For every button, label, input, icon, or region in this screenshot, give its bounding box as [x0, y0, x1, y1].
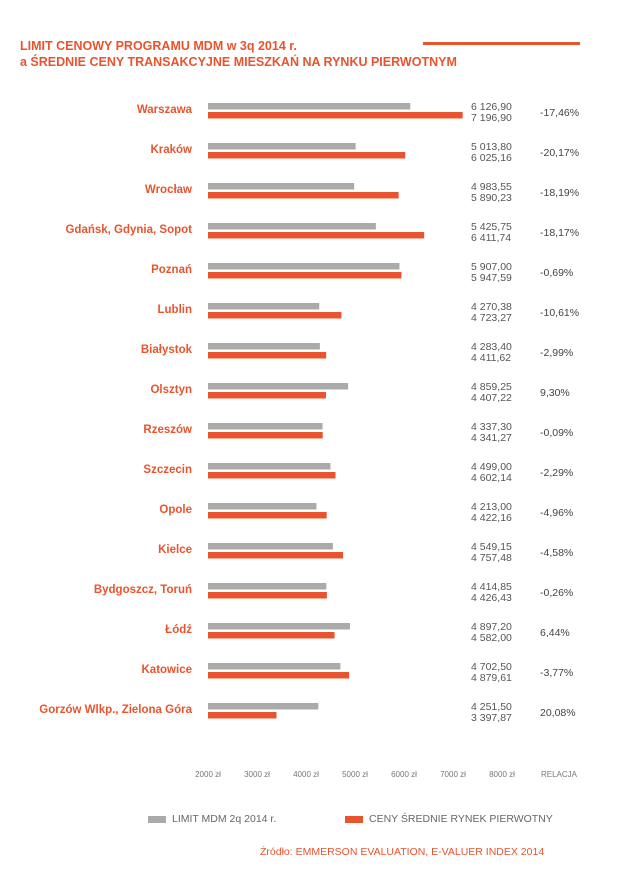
category-label: Lublin — [157, 304, 192, 316]
value-label-limit: 4 859,25 — [471, 381, 512, 393]
bar-limit — [208, 543, 333, 550]
value-label-price: 5 890,23 — [471, 192, 512, 204]
bar-price — [208, 272, 401, 279]
category-label: Kielce — [158, 544, 192, 556]
relacja-value: -3,77% — [540, 667, 574, 679]
relacja-value: -17,46% — [540, 107, 580, 119]
bar-limit — [208, 503, 316, 510]
title-line-1: LIMIT CENOWY PROGRAMU MDM w 3q 2014 r. — [20, 39, 297, 53]
category-label: Gorzów Wlkp., Zielona Góra — [39, 704, 192, 716]
value-label-limit: 4 251,50 — [471, 701, 512, 713]
relacja-value: -0,09% — [540, 427, 574, 439]
value-label-limit: 4 897,20 — [471, 621, 512, 633]
bar-price — [208, 352, 326, 359]
x-tick-label: 8000 zł — [489, 770, 515, 779]
bar-price — [208, 232, 424, 239]
value-label-limit: 6 126,90 — [471, 101, 512, 113]
value-label-price: 4 582,00 — [471, 632, 512, 644]
value-label-price: 4 879,61 — [471, 672, 512, 684]
source-note: Źródło: EMMERSON EVALUATION, E-VALUER INDEX 2014 — [260, 846, 545, 858]
bar-limit — [208, 143, 356, 150]
category-label: Bydgoszcz, Toruń — [93, 584, 192, 596]
bar-limit — [208, 623, 350, 630]
relacja-value: -0,69% — [540, 267, 574, 279]
title-line-2: a ŚREDNIE CENY TRANSAKCYJNE MIESZKAŃ NA RYNKU PIERWOTNYM — [20, 55, 457, 69]
legend-label-price: CENY ŚREDNIE RYNEK PIERWOTNY — [369, 813, 553, 825]
value-label-limit: 4 414,85 — [471, 581, 512, 593]
value-label-limit: 4 270,38 — [471, 301, 512, 313]
relacja-value: 9,30% — [540, 387, 570, 399]
category-label: Wrocław — [144, 184, 192, 196]
bar-limit — [208, 183, 354, 190]
bar-limit — [208, 223, 376, 230]
category-label: Gdańsk, Gdynia, Sopot — [65, 224, 192, 236]
bar-price — [208, 632, 335, 639]
bar-limit — [208, 423, 323, 430]
relacja-value: -18,19% — [540, 187, 580, 199]
bar-price — [208, 552, 343, 559]
category-label: Katowice — [141, 664, 192, 676]
value-label-limit: 4 983,55 — [471, 181, 512, 193]
x-tick-label: 7000 zł — [440, 770, 466, 779]
category-label: Białystok — [140, 344, 192, 356]
bar-price — [208, 312, 341, 319]
value-label-price: 4 341,27 — [471, 432, 512, 444]
bar-limit — [208, 303, 319, 310]
category-label: Szczecin — [143, 464, 192, 476]
bar-price — [208, 512, 327, 519]
bar-limit — [208, 383, 348, 390]
legend-swatch-limit — [148, 816, 166, 823]
value-label-price: 4 426,43 — [471, 592, 512, 604]
legend-item-price — [345, 813, 553, 825]
category-label: Kraków — [150, 144, 192, 156]
category-label: Olsztyn — [150, 384, 192, 396]
bar-limit — [208, 263, 399, 270]
relacja-value: -0,26% — [540, 587, 574, 599]
value-label-limit: 5 013,80 — [471, 141, 512, 153]
value-label-limit: 4 702,50 — [471, 661, 512, 673]
relacja-value: -20,17% — [540, 147, 580, 159]
legend-item-limit — [148, 813, 276, 825]
relacja-value: -4,58% — [540, 547, 574, 559]
category-label: Poznań — [151, 264, 192, 276]
bar-price — [208, 192, 399, 199]
relacja-value: -10,61% — [540, 307, 580, 319]
bar-price — [208, 712, 276, 719]
value-label-price: 7 196,90 — [471, 112, 512, 124]
bar-price — [208, 592, 327, 599]
value-label-price: 4 422,16 — [471, 512, 512, 524]
bar-price — [208, 672, 349, 679]
value-label-limit: 5 425,75 — [471, 221, 512, 233]
category-label: Warszawa — [136, 104, 192, 116]
relacja-value: -18,17% — [540, 227, 580, 239]
bar-limit — [208, 583, 326, 590]
x-tick-label: 4000 zł — [293, 770, 319, 779]
x-tick-label: 3000 zł — [244, 770, 270, 779]
x-tick-label: 2000 zł — [195, 770, 221, 779]
bar-price — [208, 432, 323, 439]
relacja-value: -2,29% — [540, 467, 574, 479]
value-label-price: 6 411,74 — [471, 232, 512, 244]
relacja-value: 6,44% — [540, 627, 570, 639]
relacja-header: RELACJA — [540, 770, 578, 779]
value-label-price: 3 397,87 — [471, 712, 512, 724]
bar-price — [208, 152, 405, 159]
value-label-price: 4 723,27 — [471, 312, 512, 324]
relacja-value: 20,08% — [540, 707, 576, 719]
value-label-limit: 5 907,00 — [471, 261, 512, 273]
value-label-limit: 4 213,00 — [471, 501, 512, 513]
value-label-price: 5 947,59 — [471, 272, 512, 284]
value-label-price: 4 757,48 — [471, 552, 512, 564]
legend-label-limit: LIMIT MDM 2q 2014 r. — [172, 813, 277, 825]
bar-limit — [208, 463, 330, 470]
category-label: Opole — [159, 504, 192, 516]
relacja-value: -4,96% — [540, 507, 574, 519]
category-label: Rzeszów — [143, 424, 192, 436]
relacja-value: -2,99% — [540, 347, 574, 359]
value-label-limit: 4 549,15 — [471, 541, 512, 553]
value-label-price: 4 411,62 — [471, 352, 512, 364]
category-label: Łódź — [165, 624, 192, 636]
value-label-price: 4 407,22 — [471, 392, 512, 404]
bar-limit — [208, 703, 318, 710]
value-label-limit: 4 283,40 — [471, 341, 512, 353]
legend-swatch-price — [345, 816, 363, 823]
x-tick-label: 5000 zł — [342, 770, 368, 779]
bar-limit — [208, 663, 340, 670]
bar-price — [208, 472, 336, 479]
bar-limit — [208, 343, 320, 350]
bar-limit — [208, 103, 410, 110]
value-label-price: 6 025,16 — [471, 152, 512, 164]
bar-price — [208, 392, 326, 399]
bar-price — [208, 112, 463, 119]
value-label-limit: 4 499,00 — [471, 461, 512, 473]
x-tick-label: 6000 zł — [391, 770, 417, 779]
value-label-limit: 4 337,30 — [471, 421, 512, 433]
value-label-price: 4 602,14 — [471, 472, 512, 484]
